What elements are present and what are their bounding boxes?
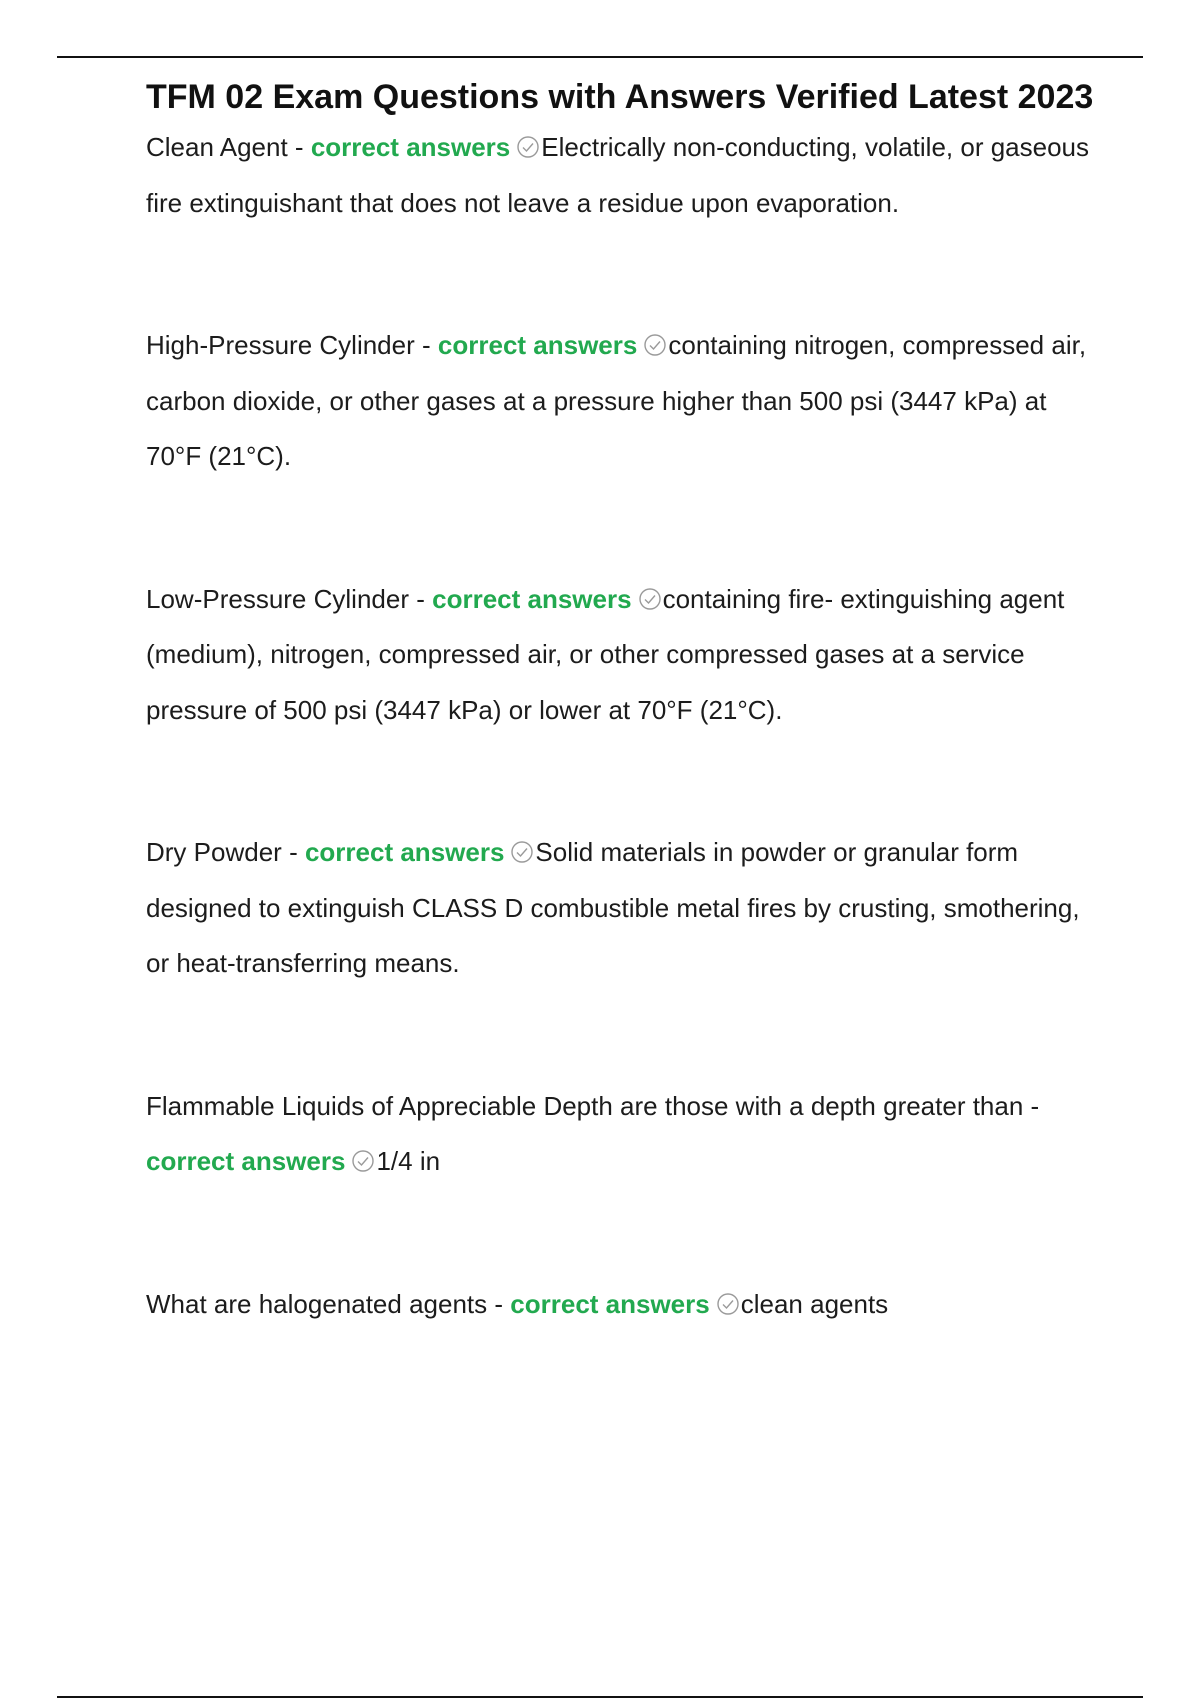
check-circle-icon (716, 1292, 740, 1316)
qa-item (146, 825, 1096, 992)
correct-answers-label: correct answers (510, 1288, 710, 1319)
check-circle-icon (510, 840, 534, 864)
term-separator: - (494, 1288, 504, 1319)
term-separator: - (416, 583, 425, 614)
check-circle-icon (643, 333, 667, 357)
document-title: TFM 02 Exam Questions with Answers Verified Latest 2023 (146, 78, 1094, 116)
term-separator: - (1030, 1090, 1040, 1121)
check-circle-icon (351, 1149, 375, 1173)
answer-text: Electrically non-conducting, volatile, or gaseous fire extinguishant that does not leave a residue upon evaporation. (146, 132, 1090, 218)
document-page (146, 74, 1096, 1332)
check-circle-icon (516, 135, 540, 159)
correct-answers-label: correct answers (437, 330, 638, 360)
answer-text: clean agents (740, 1288, 889, 1319)
term-separator: - (422, 330, 431, 360)
answer-text: containing nitrogen, compressed air, carbon dioxide, or other gases at a pressure higher than 500 psi (3447 kPa) at 70°F (21°C). (146, 330, 1087, 471)
qa-item (146, 318, 1096, 485)
correct-answers-label: correct answers (432, 583, 632, 614)
qa-item (146, 1277, 1096, 1333)
question-term: Clean Agent (146, 132, 288, 162)
answer-text: containing fire- extinguishing agent (medium), nitrogen, compressed air, or other compressed gases at a service pressure of 500 psi (3447 kPa) or lower at 70°F (21°C). (146, 583, 1065, 725)
qa-item (146, 1079, 1096, 1190)
answer-text: 1/4 in (376, 1146, 441, 1176)
correct-answers-label: correct answers (310, 132, 511, 162)
term-separator: - (289, 837, 298, 867)
question-term: Low-Pressure Cylinder (146, 583, 409, 614)
question-term: Dry Powder (146, 837, 282, 867)
qa-item (146, 572, 1096, 739)
check-circle-icon (638, 587, 662, 611)
correct-answers-label: correct answers (304, 837, 505, 867)
top-rule (57, 56, 1143, 58)
question-term: High-Pressure Cylinder (146, 330, 415, 360)
answer-text: Solid materials in powder or granular form designed to extinguish CLASS D combustible metal fires by crusting, smothering, or heat-transferring means. (146, 837, 1080, 978)
question-term: What are halogenated agents (146, 1288, 488, 1319)
question-term: Flammable Liquids of Appreciable Depth are those with a depth greater than (146, 1090, 1024, 1121)
qa-item (146, 120, 1096, 231)
correct-answers-label: correct answers (146, 1146, 346, 1176)
bottom-rule (57, 1696, 1143, 1698)
term-separator: - (294, 132, 304, 162)
